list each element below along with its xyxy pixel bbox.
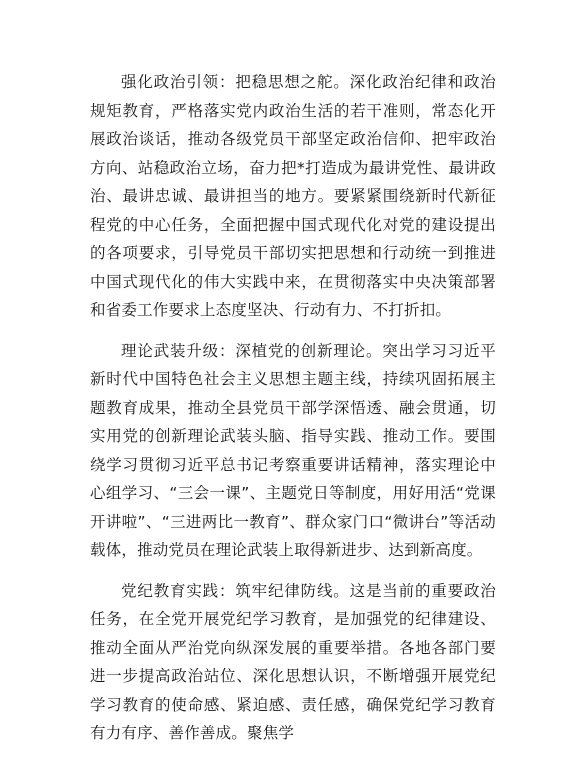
paragraph-political-guidance: 强化政治引领：把稳思想之舵。深化政治纪律和政治规矩教育，严格落实党内政治生活的若干准则，常态化开展政治谈话，推动各级党员干部坚定政治信仰、把牢政治方向、站稳政治立场，奋力把*打造成为最讲党性、最讲政治、最讲忠诚、最讲担当的地方。要紧紧围绕新时代新征程党的中心任务，全面把握中国式现代化对党的建设提出的各项要求，引导党员干部切实把思想和行动统一到推进中国式现代化的伟大实践中来，在贯彻落实中央决策部署和省委工作要求上态度坚决、行动有力、不打折扣。 [90, 73, 496, 319]
paragraph-discipline-education: 党纪教育实践：筑牢纪律防线。这是当前的重要政治任务，在全党开展党纪学习教育，是加强党的纪律建设、推动全面从严治党向纵深发展的重要举措。各地各部门要进一步提高政治站位、深化思想认识，不断增强开展党纪学习教育的使命感、紧迫感、责任感，确保党纪学习教育有力有序、善作善成。聚焦学 [90, 581, 496, 742]
paragraph-theory-armament: 理论武装升级：深植党的创新理论。突出学习习近平新时代中国特色社会主义思想主题主线，持续巩固拓展主题教育成果，推动全县党员干部学深悟透、融会贯通，切实用党的创新理论武装头脑、指导实践、推动工作。要围绕学习贯彻习近平总书记考察重要讲话精神，落实理论中心组学习、“三会一课”、主题党日等制度，用好用活“党课开讲啦”、“三进两比一教育”、群众家门口“微讲台”等活动载体，推动党员在理论武装上取得新进步、达到新高度。 [90, 341, 496, 559]
document-body [90, 68, 496, 760]
